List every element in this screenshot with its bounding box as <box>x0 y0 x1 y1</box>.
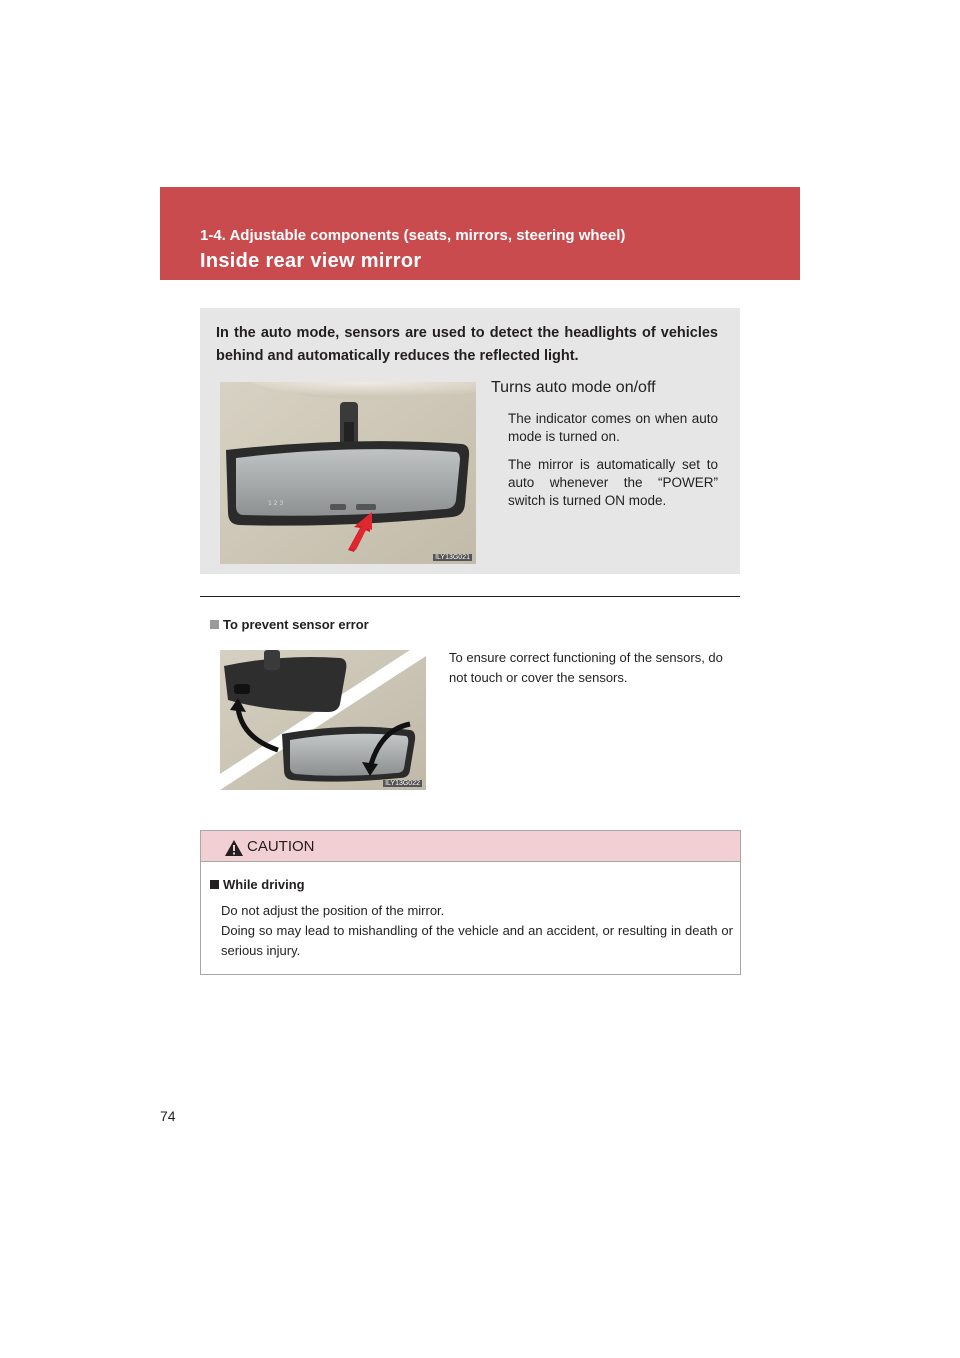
figure-code: ILY13G022 <box>385 780 420 787</box>
mirror-illustration <box>220 382 476 564</box>
caution-box <box>200 830 741 975</box>
warning-icon <box>224 839 244 857</box>
caution-line-1: Do not adjust the position of the mirror. <box>221 903 445 918</box>
mirror-image <box>220 382 476 564</box>
feature-title: Turns auto mode on/off <box>491 379 656 396</box>
feature-description <box>508 410 718 520</box>
page-number: 74 <box>160 1108 176 1124</box>
svg-text:1 2 3: 1 2 3 <box>268 500 284 507</box>
caution-line-2: Doing so may lead to mishandling of the vehicle and an accident, or resulting in death or serious injury. <box>221 923 733 958</box>
note-heading-text: To prevent sensor error <box>223 617 369 632</box>
note-text: To ensure correct functioning of the sensors, do not touch or cover the sensors. <box>449 650 723 685</box>
caution-heading <box>210 877 305 892</box>
divider <box>200 596 740 597</box>
page-title: Inside rear view mirror <box>200 250 422 272</box>
feature-desc-1: The indicator comes on when auto mode is turned on. <box>508 411 718 444</box>
square-bullet-icon <box>210 880 219 889</box>
caution-label: CAUTION <box>247 838 315 855</box>
caution-heading-text: While driving <box>223 877 305 892</box>
note-heading <box>210 617 369 632</box>
sensor-illustration <box>220 650 426 790</box>
intro-text: In the auto mode, sensors are used to detect the headlights of vehicles behind and automatically reduces the reflected light. <box>216 325 718 364</box>
caution-body <box>221 901 733 961</box>
sensor-image <box>220 650 426 790</box>
section-label: 1-4. Adjustable components (seats, mirrors, steering wheel) <box>200 227 626 244</box>
section-header <box>160 187 800 280</box>
square-bullet-icon <box>210 620 219 629</box>
caution-header <box>201 831 740 862</box>
feature-desc-2: The mirror is automatically set to auto whenever the “POWER” switch is turned ON mode. <box>508 457 718 508</box>
figure-code: ILY13G021 <box>435 554 470 561</box>
intro-box <box>200 308 740 574</box>
